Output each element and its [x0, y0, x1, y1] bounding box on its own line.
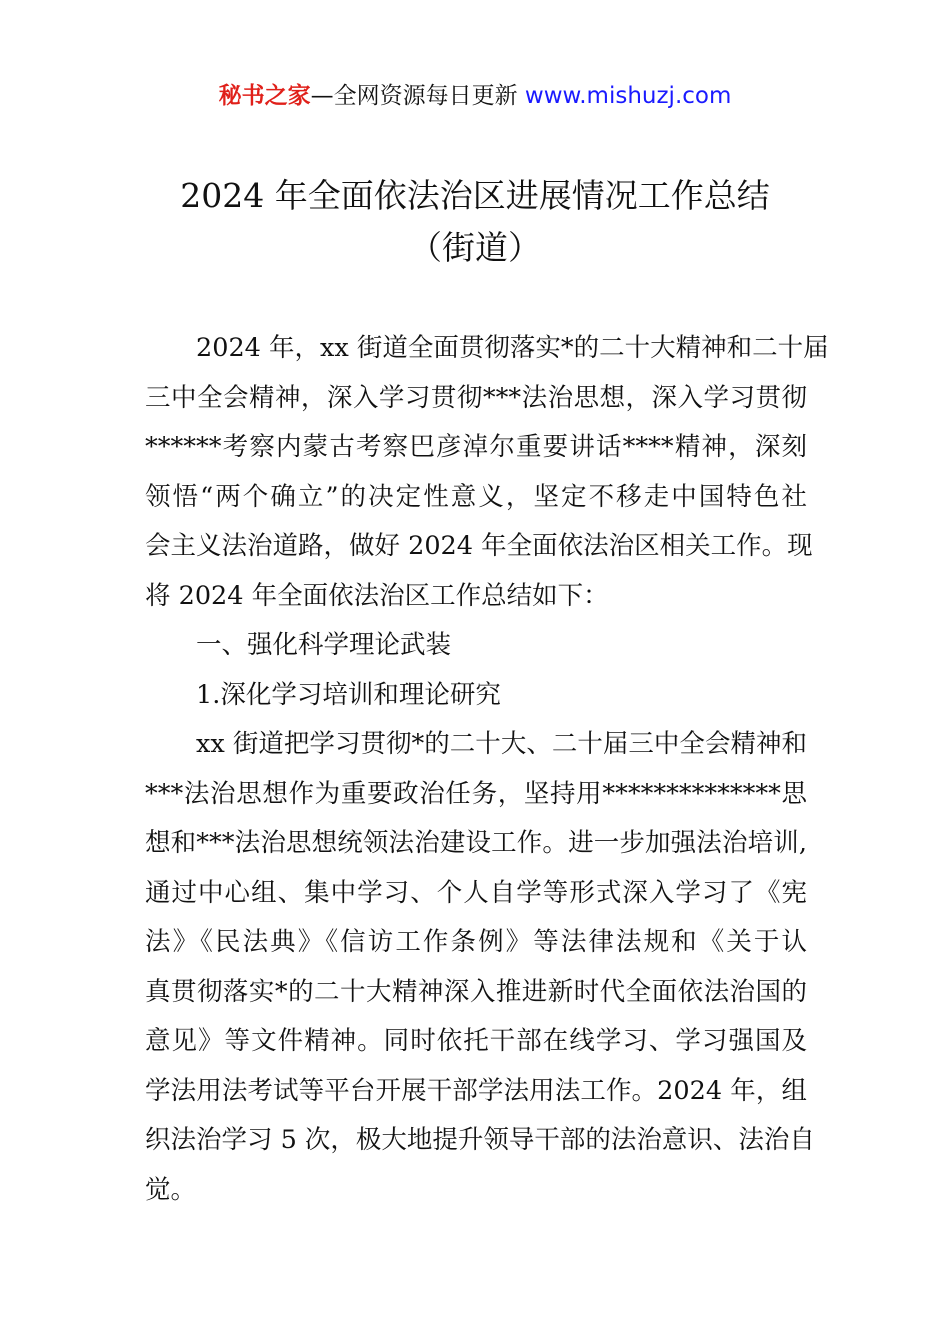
body-line: 意见》等文件精神。同时依托干部在线学习、学习强国及	[145, 1026, 807, 1056]
header-tagline: —全网资源每日更新	[310, 83, 525, 109]
body-line: 真贯彻落实*的二十大精神深入推进新时代全面依法治国的	[145, 976, 807, 1007]
body-line: 觉。	[145, 1174, 197, 1205]
body-line: ******考察内蒙古考察巴彦淖尔重要讲话****精神，深刻	[145, 432, 807, 462]
body-line: 学法用法考试等平台开展干部学法用法工作。2024 年，组	[145, 1075, 807, 1106]
section-heading: 一、强化科学理论武装	[196, 630, 452, 660]
body-line: 织法治学习 5 次，极大地提升领导干部的法治意识、法治自	[145, 1125, 815, 1155]
document-subtitle: （街道）	[409, 228, 541, 267]
body-line: 想和***法治思想统领法治建设工作。进一步加强法治培训,	[145, 828, 807, 858]
document-title: 2024 年全面依法治区进展情况工作总结	[180, 176, 770, 215]
body-line: 法》《民法典》《信访工作条例》等法律法规和《关于认	[145, 927, 807, 957]
body-line: 将 2024 年全面依法治区工作总结如下：	[145, 580, 609, 611]
body-line: 会主义法治道路，做好 2024 年全面依法治区相关工作。现	[145, 531, 813, 561]
body-line: 通过中心组、集中学习、个人自学等形式深入学习了《宪	[145, 877, 807, 908]
brand-name: 秘书之家	[218, 83, 311, 109]
site-url[interactable]: www.mishuzj.com	[524, 83, 732, 109]
body-line: 三中全会精神，深入学习贯彻***法治思想，深入学习贯彻	[145, 382, 807, 413]
body-line: xx 街道把学习贯彻*的二十大、二十届三中全会精神和	[196, 729, 807, 759]
site-header	[0, 80, 950, 112]
body-line: 领悟“两个确立”的决定性意义，坚定不移走中国特色社	[145, 481, 807, 512]
document-body	[145, 324, 829, 1215]
body-line: 2024 年，xx 街道全面贯彻落实*的二十大精神和二十届	[196, 333, 829, 363]
body-line: ***法治思想作为重要政治任务，坚持用**************思	[145, 778, 807, 809]
subsection-heading: 1.深化学习培训和理论研究	[196, 679, 501, 710]
